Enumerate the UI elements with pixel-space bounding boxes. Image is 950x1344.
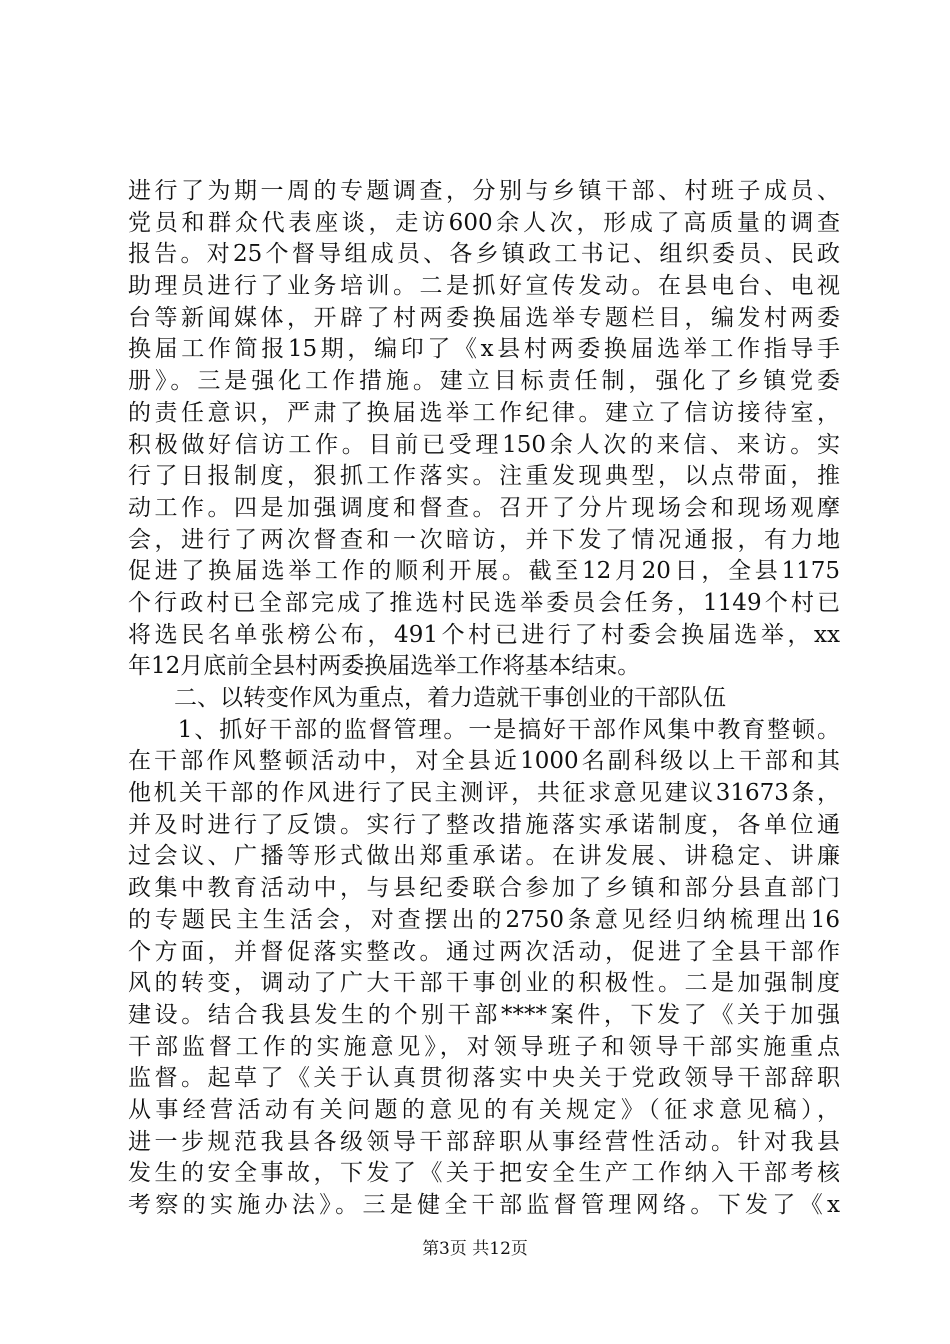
text-line-12: 会，进行了两次督查和一次暗访，并下发了情况通报，有力地 — [128, 526, 840, 553]
text-line-26: 风的转变，调动了广大干部干事创业的积极性。二是加强制度 — [128, 970, 840, 997]
text-line-28: 干部监督工作的实施意见》，对领导班子和领导干部实施重点 — [128, 1033, 840, 1060]
section-heading: 二、以转变作风为重点，着力造就干事创业的干部队伍 — [128, 685, 726, 711]
text-line-33: 考察的实施办法》。三是健全干部监督管理网络。下发了《x — [128, 1192, 840, 1218]
text-line-21: 并及时进行了反馈。实行了整改措施落实承诺制度，各单位通 — [128, 811, 840, 838]
text-line-22: 过会议、广播等形式做出郑重承诺。在讲发展、讲稳定、讲廉 — [128, 843, 840, 870]
text-line-9: 积极做好信访工作。目前已受理150余人次的来信、来访。实 — [128, 431, 840, 458]
text-line-8: 的责任意识，严肃了换届选举工作纪律。建立了信访接待室， — [128, 399, 840, 426]
document-body — [128, 176, 840, 1222]
text-line-2: 党员和群众代表座谈，走访600余人次，形成了高质量的调查 — [128, 209, 840, 236]
text-line-7: 册》。三是强化工作措施。建立目标责任制，强化了乡镇党委 — [128, 368, 840, 395]
text-line-32: 发生的安全事故，下发了《关于把安全生产工作纳入干部考核 — [128, 1160, 840, 1187]
text-line-1: 进行了为期一周的专题调查，分别与乡镇干部、村班子成员、 — [128, 178, 840, 204]
page-number-footer: 第3页 共12页 — [422, 1239, 528, 1259]
text-line-27: 建设。结合我县发生的个别干部****案件，下发了《关于加强 — [128, 1001, 840, 1028]
text-line-13: 促进了换届选举工作的顺利开展。截至12月20日，全县1175 — [128, 558, 840, 585]
text-line-14: 个行政村已全部完成了推选村民选举委员会任务，1149个村已 — [128, 589, 840, 616]
text-line-30: 从事经营活动有关问题的意见的有关规定》（征求意见稿）， — [128, 1096, 840, 1123]
text-line-4: 助理员进行了业务培训。二是抓好宣传发动。在县电台、电视 — [128, 273, 840, 300]
text-line-23: 政集中教育活动中，与县纪委联合参加了乡镇和部分县直部门 — [128, 875, 840, 902]
text-line-25: 个方面，并督促落实整改。通过两次活动，促进了全县干部作 — [128, 938, 840, 965]
text-line-16: 年12月底前全县村两委换届选举工作将基本结束。 — [128, 653, 641, 680]
text-line-15: 将选民名单张榜公布，491个村已进行了村委会换届选举，xx — [128, 621, 840, 648]
text-line-18: 1、抓好干部的监督管理。一是搞好干部作风集中教育整顿。 — [128, 716, 840, 743]
text-line-19: 在干部作风整顿活动中，对全县近1000名副科级以上干部和其 — [128, 748, 840, 775]
text-line-31: 进一步规范我县各级领导干部辞职从事经营性活动。针对我县 — [128, 1128, 840, 1155]
text-line-11: 动工作。四是加强调度和督查。召开了分片现场会和现场观摩 — [128, 494, 840, 521]
text-line-5: 台等新闻媒体，开辟了村两委换届选举专题栏目，编发村两委 — [128, 304, 840, 331]
text-line-10: 行了日报制度，狠抓工作落实。注重发现典型，以点带面，推 — [128, 463, 840, 490]
text-line-6: 换届工作简报15期，编印了《x县村两委换届选举工作指导手 — [128, 336, 840, 363]
text-line-29: 监督。起草了《关于认真贯彻落实中央关于党政领导干部辞职 — [128, 1065, 840, 1092]
text-line-20: 他机关干部的作风进行了民主测评，共征求意见建议31673条， — [128, 780, 840, 807]
text-line-24: 的专题民主生活会，对查摆出的2750条意见经归纳梳理出16 — [128, 906, 840, 933]
text-line-3: 报告。对25个督导组成员、各乡镇政工书记、组织委员、民政 — [128, 241, 840, 268]
